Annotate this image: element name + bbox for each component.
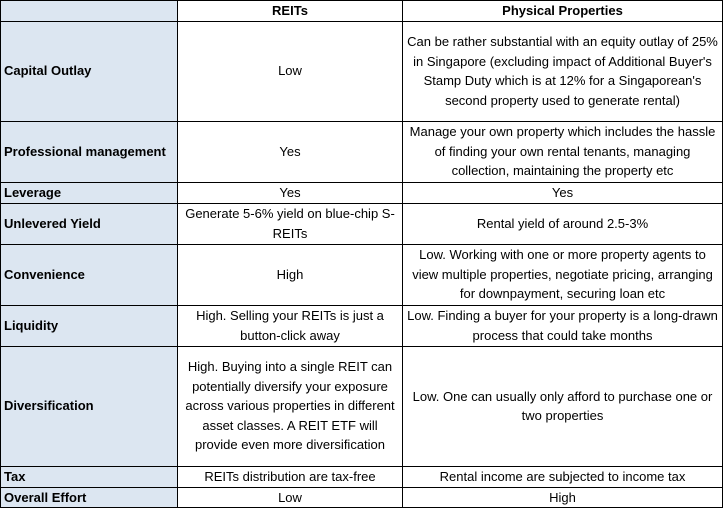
row-diversification [1, 346, 723, 466]
physical-cell: Yes [403, 182, 723, 203]
row-label: Liquidity [1, 305, 178, 346]
row-tax [1, 466, 723, 487]
physical-cell: Manage your own property which includes the hassle of finding your own rental tenants, managing collection, maintaining the property etc [403, 121, 723, 182]
row-label: Tax [1, 466, 178, 487]
row-label: Professional management [1, 121, 178, 182]
row-unlevered-yield [1, 203, 723, 244]
physical-cell: Low. One can usually only afford to purchase one or two properties [403, 346, 723, 466]
reits-cell: High [178, 244, 403, 305]
row-label: Capital Outlay [1, 21, 178, 121]
row-leverage [1, 182, 723, 203]
physical-cell: Low. Finding a buyer for your property is a long-drawn process that could take months [403, 305, 723, 346]
row-label: Convenience [1, 244, 178, 305]
row-label: Leverage [1, 182, 178, 203]
reits-cell: High. Selling your REITs is just a button-click away [178, 305, 403, 346]
header-row [1, 1, 723, 22]
header-physical-properties: Physical Properties [403, 1, 723, 22]
physical-cell: Can be rather substantial with an equity outlay of 25% in Singapore (excluding impact of Additional Buyer's Stamp Duty which is at 12% for a Singaporean's second property used to generate rental) [403, 21, 723, 121]
reits-cell: Low [178, 487, 403, 508]
reits-cell: REITs distribution are tax-free [178, 466, 403, 487]
reits-cell: High. Buying into a single REIT can potentially diversify your exposure across various properties in different asset classes. A REIT ETF will provide even more diversification [178, 346, 403, 466]
reits-cell: Yes [178, 182, 403, 203]
row-label: Overall Effort [1, 487, 178, 508]
physical-cell: High [403, 487, 723, 508]
row-liquidity [1, 305, 723, 346]
row-label: Diversification [1, 346, 178, 466]
header-corner [1, 1, 178, 22]
header-reits: REITs [178, 1, 403, 22]
row-professional-management [1, 121, 723, 182]
row-label: Unlevered Yield [1, 203, 178, 244]
reits-cell: Yes [178, 121, 403, 182]
reits-cell: Low [178, 21, 403, 121]
row-overall-effort [1, 487, 723, 508]
row-convenience [1, 244, 723, 305]
physical-cell: Low. Working with one or more property agents to view multiple properties, negotiate pricing, arranging for downpayment, securing loan etc [403, 244, 723, 305]
physical-cell: Rental yield of around 2.5-3% [403, 203, 723, 244]
row-capital-outlay [1, 21, 723, 121]
physical-cell: Rental income are subjected to income tax [403, 466, 723, 487]
reits-cell: Generate 5-6% yield on blue-chip S-REITs [178, 203, 403, 244]
